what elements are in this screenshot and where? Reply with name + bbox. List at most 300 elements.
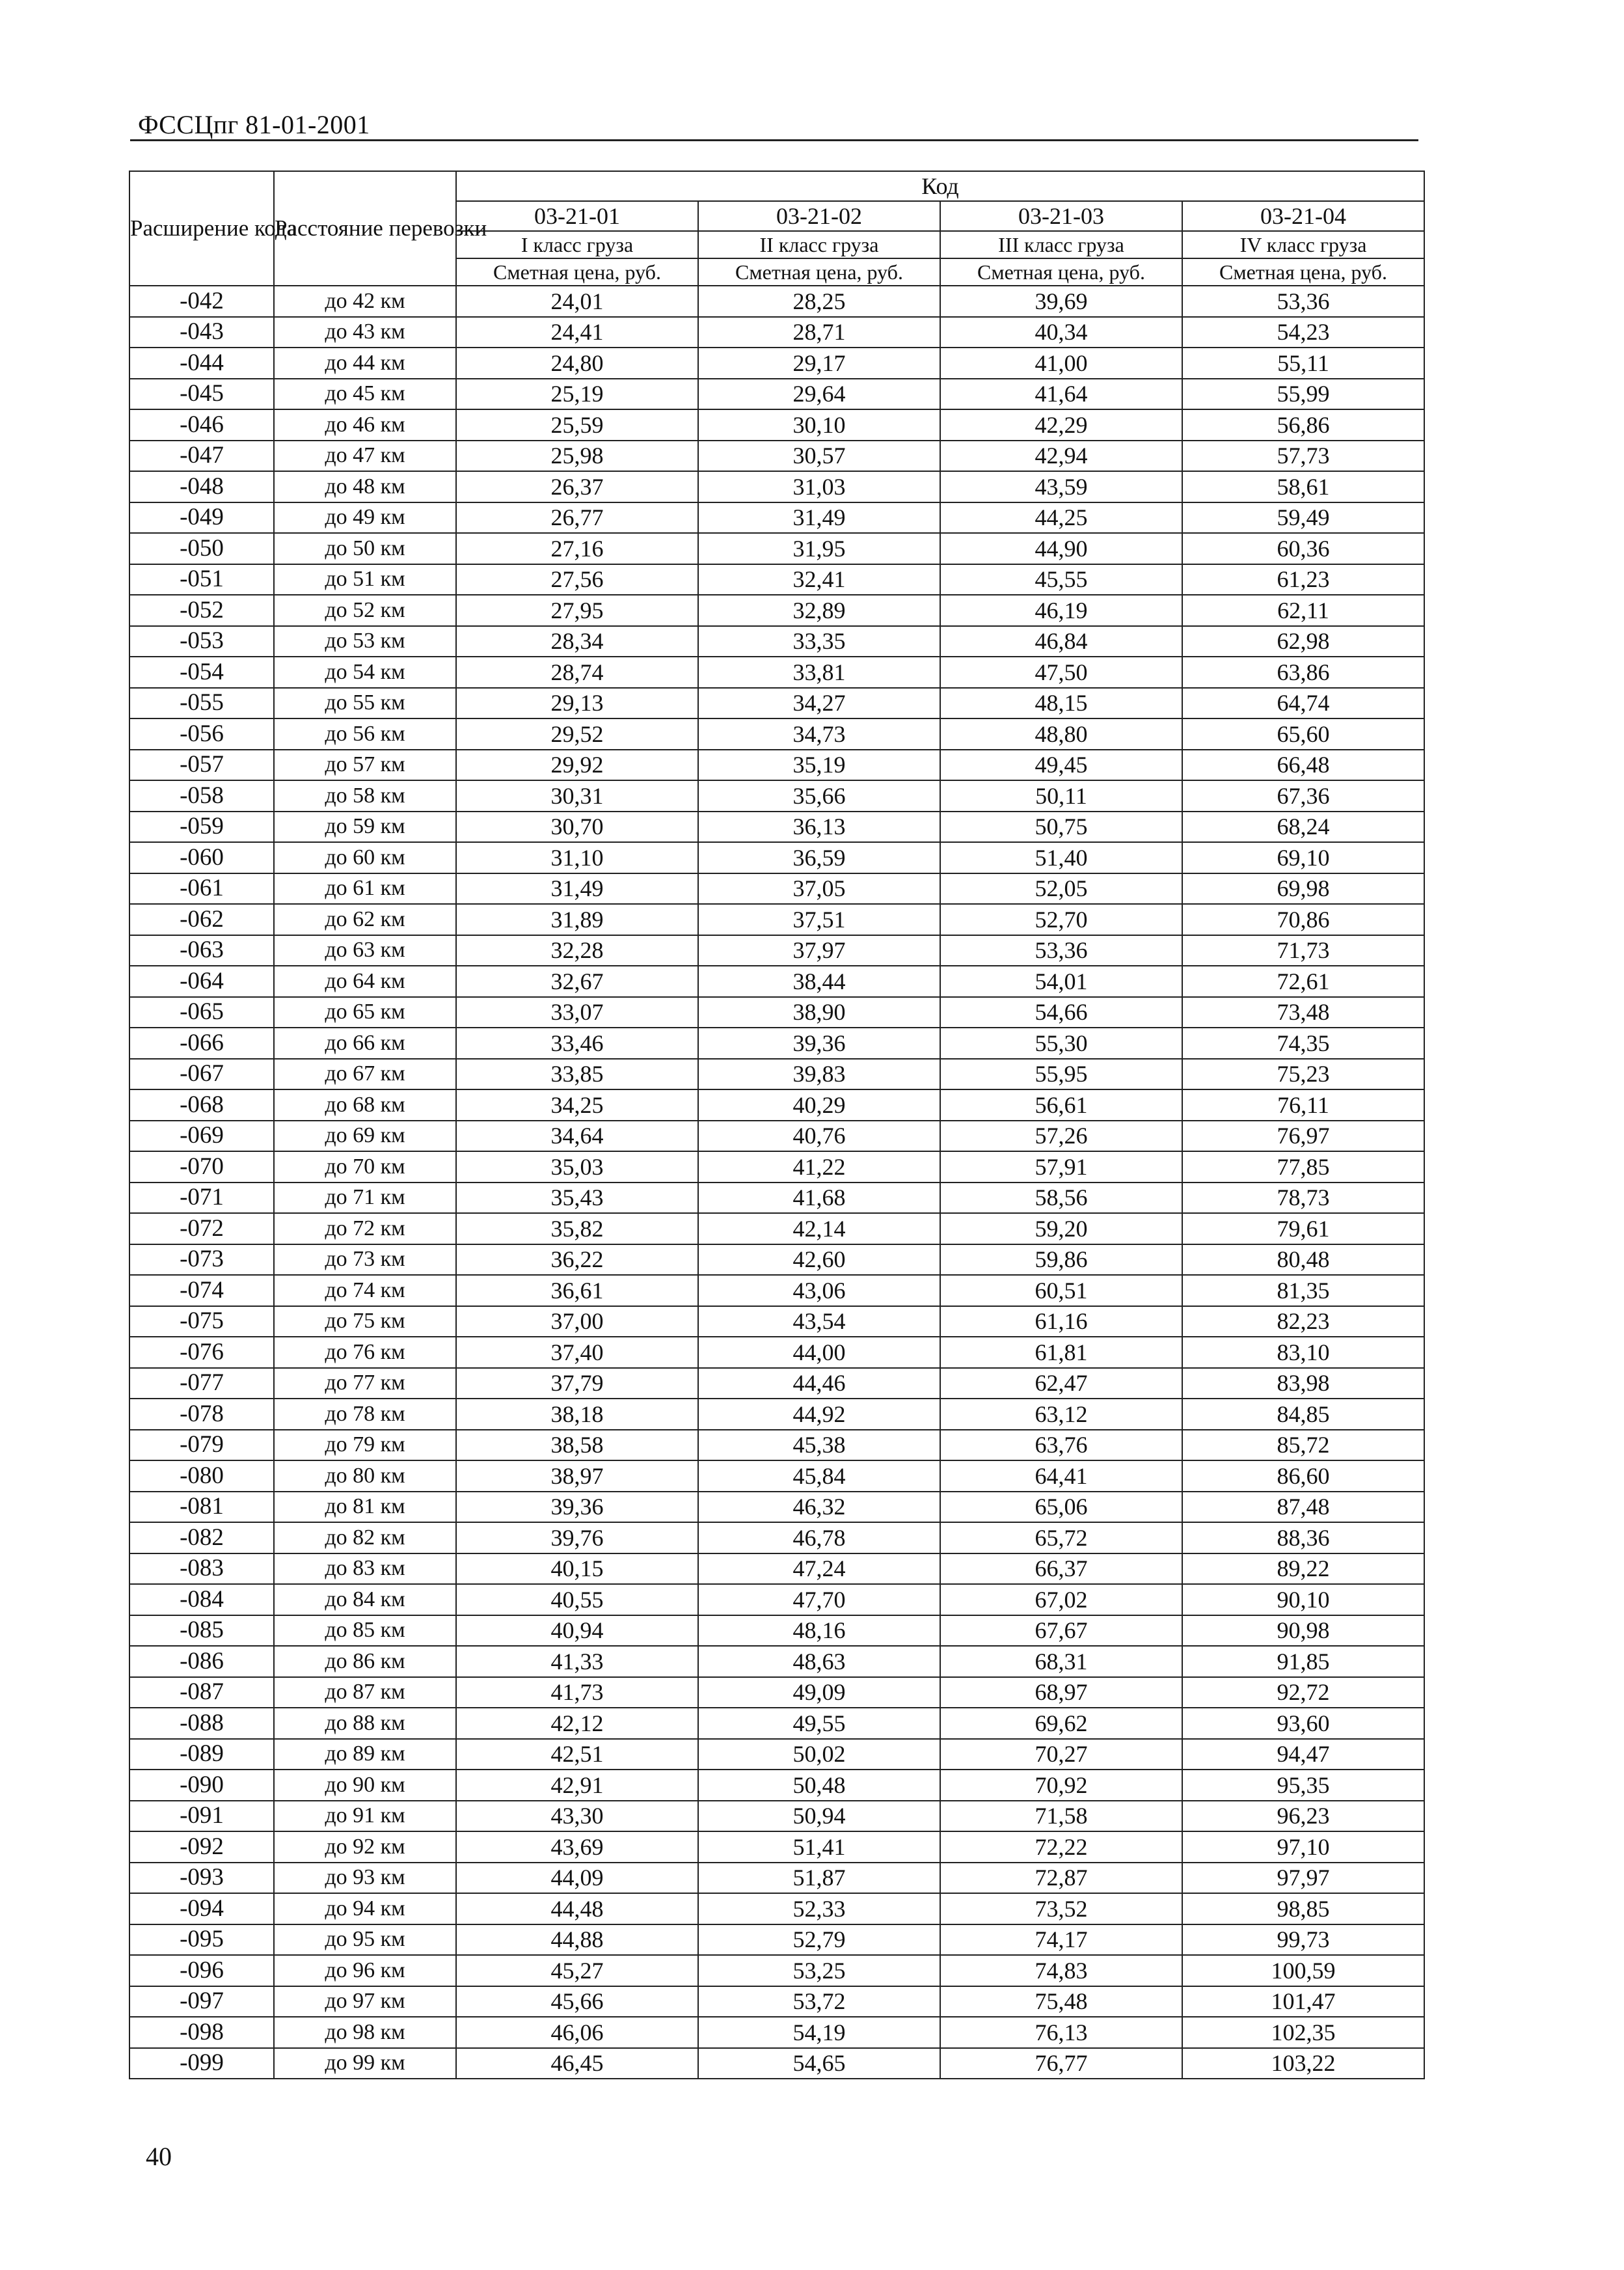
price-class-3-cell: 63,76 [940,1430,1182,1461]
price-class-1-cell: 37,00 [456,1306,698,1337]
price-class-2-cell: 49,09 [698,1677,940,1708]
price-class-1-cell: 28,34 [456,626,698,657]
distance-cell: до 95 км [274,1924,456,1956]
price-class-3-cell: 67,02 [940,1584,1182,1615]
distance-cell: до 92 км [274,1831,456,1863]
table-row [129,657,1424,688]
table-row [129,997,1424,1028]
table-row [129,1059,1424,1090]
extension-cell: -065 [129,997,274,1028]
price-class-4-cell: 93,60 [1182,1708,1424,1739]
distance-cell: до 43 км [274,317,456,348]
price-class-1-cell: 38,58 [456,1430,698,1461]
distance-cell: до 82 км [274,1522,456,1553]
extension-cell: -068 [129,1089,274,1121]
price-class-4-cell: 75,23 [1182,1059,1424,1090]
price-class-2-cell: 37,51 [698,904,940,935]
price-class-1-cell: 27,95 [456,595,698,626]
price-class-3-cell: 46,84 [940,626,1182,657]
price-class-1-cell: 40,15 [456,1553,698,1585]
price-class-3-cell: 65,72 [940,1522,1182,1553]
distance-cell: до 46 км [274,409,456,441]
distance-cell: до 65 км [274,997,456,1028]
table-row [129,1646,1424,1677]
table-row [129,1368,1424,1399]
distance-cell: до 80 км [274,1460,456,1492]
price-class-2-cell: 31,49 [698,502,940,534]
distance-cell: до 89 км [274,1739,456,1770]
price-class-1-cell: 31,10 [456,842,698,873]
table-row [129,2048,1424,2079]
price-class-3-cell: 41,00 [940,348,1182,379]
price-class-3-cell: 75,48 [940,1986,1182,2017]
extension-cell: -059 [129,812,274,843]
table-row [129,750,1424,781]
price-class-4-cell: 90,10 [1182,1584,1424,1615]
price-class-2-cell: 30,10 [698,409,940,441]
table-row [129,1430,1424,1461]
price-class-4-cell: 63,86 [1182,657,1424,688]
class-header-4: IV класс груза [1182,231,1424,258]
distance-cell: до 76 км [274,1337,456,1368]
extension-cell: -097 [129,1986,274,2017]
price-class-2-cell: 44,46 [698,1368,940,1399]
distance-cell: до 91 км [274,1801,456,1832]
price-class-1-cell: 24,41 [456,317,698,348]
price-class-2-cell: 35,66 [698,780,940,812]
price-class-4-cell: 89,22 [1182,1553,1424,1585]
price-class-1-cell: 37,79 [456,1368,698,1399]
distance-cell: до 93 км [274,1863,456,1894]
price-class-3-cell: 63,12 [940,1399,1182,1430]
price-class-4-cell: 70,86 [1182,904,1424,935]
price-class-4-cell: 79,61 [1182,1213,1424,1244]
document-header: ФССЦпг 81-01-2001 [138,110,370,139]
price-class-2-cell: 54,65 [698,2048,940,2079]
table-row [129,1584,1424,1615]
col-header-extension: Расширение кода [129,171,274,286]
extension-cell: -049 [129,502,274,534]
distance-cell: до 70 км [274,1151,456,1183]
price-class-3-cell: 66,37 [940,1553,1182,1585]
price-class-3-cell: 68,31 [940,1646,1182,1677]
table-row [129,1089,1424,1121]
extension-cell: -093 [129,1863,274,1894]
distance-cell: до 74 км [274,1275,456,1306]
table-row [129,1306,1424,1337]
price-class-1-cell: 31,89 [456,904,698,935]
price-class-4-cell: 97,10 [1182,1831,1424,1863]
price-class-1-cell: 25,98 [456,441,698,472]
price-class-1-cell: 35,43 [456,1183,698,1214]
table-row [129,1615,1424,1647]
table-row [129,471,1424,502]
price-class-2-cell: 37,05 [698,873,940,905]
distance-cell: до 94 км [274,1893,456,1924]
price-class-3-cell: 41,64 [940,379,1182,410]
price-class-1-cell: 42,12 [456,1708,698,1739]
extension-cell: -055 [129,688,274,719]
distance-cell: до 96 км [274,1955,456,1986]
distance-cell: до 47 км [274,441,456,472]
price-header-1: Сметная цена, руб. [456,258,698,286]
price-class-4-cell: 77,85 [1182,1151,1424,1183]
table-row [129,533,1424,564]
price-class-1-cell: 44,09 [456,1863,698,1894]
price-class-4-cell: 95,35 [1182,1770,1424,1801]
price-class-4-cell: 53,36 [1182,286,1424,317]
price-class-1-cell: 39,36 [456,1492,698,1523]
price-class-4-cell: 96,23 [1182,1801,1424,1832]
table-row [129,1553,1424,1585]
extension-cell: -091 [129,1801,274,1832]
price-class-4-cell: 86,60 [1182,1460,1424,1492]
price-class-1-cell: 38,18 [456,1399,698,1430]
price-class-1-cell: 43,30 [456,1801,698,1832]
price-class-2-cell: 38,90 [698,997,940,1028]
price-class-1-cell: 24,01 [456,286,698,317]
table-row [129,718,1424,750]
distance-cell: до 66 км [274,1028,456,1059]
price-class-1-cell: 36,22 [456,1244,698,1276]
price-class-3-cell: 47,50 [940,657,1182,688]
extension-cell: -058 [129,780,274,812]
price-class-2-cell: 43,54 [698,1306,940,1337]
price-class-2-cell: 32,89 [698,595,940,626]
price-class-3-cell: 59,86 [940,1244,1182,1276]
price-class-4-cell: 91,85 [1182,1646,1424,1677]
price-class-4-cell: 69,10 [1182,842,1424,873]
price-class-2-cell: 36,59 [698,842,940,873]
price-class-2-cell: 52,79 [698,1924,940,1956]
price-class-2-cell: 30,57 [698,441,940,472]
price-class-2-cell: 48,16 [698,1615,940,1647]
extension-cell: -088 [129,1708,274,1739]
extension-cell: -080 [129,1460,274,1492]
distance-cell: до 60 км [274,842,456,873]
table-row [129,1213,1424,1244]
price-class-1-cell: 29,92 [456,750,698,781]
table-row [129,1460,1424,1492]
distance-cell: до 71 км [274,1183,456,1214]
price-class-2-cell: 50,94 [698,1801,940,1832]
distance-cell: до 64 км [274,966,456,997]
code-header-4: 03-21-04 [1182,201,1424,231]
class-header-2: II класс груза [698,231,940,258]
price-class-2-cell: 34,27 [698,688,940,719]
price-class-3-cell: 46,19 [940,595,1182,626]
class-header-1: I класс груза [456,231,698,258]
price-class-2-cell: 44,92 [698,1399,940,1430]
price-class-2-cell: 42,14 [698,1213,940,1244]
table-row [129,1492,1424,1523]
table-row [129,1337,1424,1368]
price-class-2-cell: 47,70 [698,1584,940,1615]
price-class-1-cell: 26,37 [456,471,698,502]
distance-cell: до 68 км [274,1089,456,1121]
price-class-2-cell: 45,84 [698,1460,940,1492]
price-class-4-cell: 81,35 [1182,1275,1424,1306]
extension-cell: -044 [129,348,274,379]
table-row [129,379,1424,410]
table-row [129,1275,1424,1306]
price-class-3-cell: 54,01 [940,966,1182,997]
extension-cell: -079 [129,1430,274,1461]
price-class-3-cell: 59,20 [940,1213,1182,1244]
table-row [129,1801,1424,1832]
code-header-1: 03-21-01 [456,201,698,231]
table-row [129,1924,1424,1956]
price-class-3-cell: 60,51 [940,1275,1182,1306]
price-class-4-cell: 57,73 [1182,441,1424,472]
price-class-4-cell: 76,11 [1182,1089,1424,1121]
price-class-4-cell: 65,60 [1182,718,1424,750]
extension-cell: -092 [129,1831,274,1863]
distance-cell: до 83 км [274,1553,456,1585]
extension-cell: -066 [129,1028,274,1059]
price-class-1-cell: 25,59 [456,409,698,441]
price-class-3-cell: 40,34 [940,317,1182,348]
price-class-1-cell: 28,74 [456,657,698,688]
table-row [129,1399,1424,1430]
price-class-3-cell: 76,77 [940,2048,1182,2079]
extension-cell: -082 [129,1522,274,1553]
col-header-distance: Расстояние перевозки [274,171,456,286]
extension-cell: -053 [129,626,274,657]
table-row [129,317,1424,348]
extension-cell: -099 [129,2048,274,2079]
price-class-1-cell: 40,94 [456,1615,698,1647]
table-row [129,2017,1424,2048]
price-class-4-cell: 62,98 [1182,626,1424,657]
price-class-2-cell: 36,13 [698,812,940,843]
price-class-3-cell: 69,62 [940,1708,1182,1739]
price-class-2-cell: 50,02 [698,1739,940,1770]
price-header-4: Сметная цена, руб. [1182,258,1424,286]
table-row [129,1863,1424,1894]
distance-cell: до 79 км [274,1430,456,1461]
table-row [129,409,1424,441]
extension-cell: -043 [129,317,274,348]
price-class-4-cell: 59,49 [1182,502,1424,534]
price-class-4-cell: 80,48 [1182,1244,1424,1276]
price-class-3-cell: 65,06 [940,1492,1182,1523]
extension-cell: -084 [129,1584,274,1615]
extension-cell: -060 [129,842,274,873]
price-class-2-cell: 29,64 [698,379,940,410]
price-class-1-cell: 42,51 [456,1739,698,1770]
extension-cell: -061 [129,873,274,905]
col-header-code-group: Код [456,171,1424,201]
price-class-4-cell: 73,48 [1182,997,1424,1028]
distance-cell: до 44 км [274,348,456,379]
header-rule [130,139,1418,141]
price-class-3-cell: 42,29 [940,409,1182,441]
price-class-3-cell: 71,58 [940,1801,1182,1832]
price-class-3-cell: 74,17 [940,1924,1182,1956]
table-row [129,1770,1424,1801]
price-class-4-cell: 103,22 [1182,2048,1424,2079]
price-class-1-cell: 35,03 [456,1151,698,1183]
distance-cell: до 84 км [274,1584,456,1615]
extension-cell: -064 [129,966,274,997]
price-class-4-cell: 83,10 [1182,1337,1424,1368]
price-class-1-cell: 27,16 [456,533,698,564]
price-class-2-cell: 46,32 [698,1492,940,1523]
price-class-1-cell: 35,82 [456,1213,698,1244]
table-row [129,935,1424,966]
price-class-4-cell: 56,86 [1182,409,1424,441]
price-class-3-cell: 52,70 [940,904,1182,935]
table-row [129,564,1424,595]
extension-cell: -073 [129,1244,274,1276]
distance-cell: до 73 км [274,1244,456,1276]
extension-cell: -076 [129,1337,274,1368]
price-class-4-cell: 87,48 [1182,1492,1424,1523]
table-row [129,812,1424,843]
distance-cell: до 97 км [274,1986,456,2017]
price-class-2-cell: 40,76 [698,1121,940,1152]
price-class-1-cell: 32,67 [456,966,698,997]
price-class-3-cell: 64,41 [940,1460,1182,1492]
price-class-4-cell: 88,36 [1182,1522,1424,1553]
extension-cell: -078 [129,1399,274,1430]
price-class-2-cell: 51,87 [698,1863,940,1894]
price-class-3-cell: 51,40 [940,842,1182,873]
price-class-1-cell: 29,13 [456,688,698,719]
price-class-4-cell: 82,23 [1182,1306,1424,1337]
price-class-3-cell: 67,67 [940,1615,1182,1647]
extension-cell: -052 [129,595,274,626]
extension-cell: -096 [129,1955,274,1986]
distance-cell: до 58 км [274,780,456,812]
price-class-1-cell: 37,40 [456,1337,698,1368]
price-class-4-cell: 74,35 [1182,1028,1424,1059]
price-class-2-cell: 41,68 [698,1183,940,1214]
price-class-3-cell: 44,90 [940,533,1182,564]
price-class-4-cell: 62,11 [1182,595,1424,626]
price-class-4-cell: 64,74 [1182,688,1424,719]
price-class-4-cell: 61,23 [1182,564,1424,595]
table-row [129,286,1424,317]
table-row [129,1831,1424,1863]
price-class-2-cell: 46,78 [698,1522,940,1553]
price-class-2-cell: 41,22 [698,1151,940,1183]
distance-cell: до 77 км [274,1368,456,1399]
price-class-1-cell: 31,49 [456,873,698,905]
price-class-4-cell: 76,97 [1182,1121,1424,1152]
distance-cell: до 59 км [274,812,456,843]
price-class-4-cell: 55,99 [1182,379,1424,410]
distance-cell: до 51 км [274,564,456,595]
price-class-3-cell: 72,22 [940,1831,1182,1863]
price-class-2-cell: 44,00 [698,1337,940,1368]
price-class-4-cell: 85,72 [1182,1430,1424,1461]
table-row [129,966,1424,997]
price-class-1-cell: 42,91 [456,1770,698,1801]
extension-cell: -069 [129,1121,274,1152]
distance-cell: до 63 км [274,935,456,966]
price-class-4-cell: 90,98 [1182,1615,1424,1647]
table-row [129,688,1424,719]
table-row [129,1986,1424,2017]
price-class-1-cell: 36,61 [456,1275,698,1306]
price-class-4-cell: 78,73 [1182,1183,1424,1214]
price-header-2: Сметная цена, руб. [698,258,940,286]
price-class-4-cell: 84,85 [1182,1399,1424,1430]
distance-cell: до 61 км [274,873,456,905]
price-class-2-cell: 49,55 [698,1708,940,1739]
price-class-3-cell: 62,47 [940,1368,1182,1399]
table-row [129,842,1424,873]
table-row [129,626,1424,657]
price-class-3-cell: 48,80 [940,718,1182,750]
price-class-3-cell: 43,59 [940,471,1182,502]
price-class-4-cell: 68,24 [1182,812,1424,843]
extension-cell: -054 [129,657,274,688]
extension-cell: -085 [129,1615,274,1647]
price-class-3-cell: 57,26 [940,1121,1182,1152]
price-class-3-cell: 72,87 [940,1863,1182,1894]
extension-cell: -063 [129,935,274,966]
price-class-1-cell: 27,56 [456,564,698,595]
extension-cell: -074 [129,1275,274,1306]
price-class-4-cell: 83,98 [1182,1368,1424,1399]
price-class-3-cell: 73,52 [940,1893,1182,1924]
distance-cell: до 55 км [274,688,456,719]
price-class-4-cell: 101,47 [1182,1986,1424,2017]
distance-cell: до 62 км [274,904,456,935]
extension-cell: -098 [129,2017,274,2048]
price-class-1-cell: 30,70 [456,812,698,843]
extension-cell: -067 [129,1059,274,1090]
class-header-3: III класс груза [940,231,1182,258]
price-class-1-cell: 41,73 [456,1677,698,1708]
price-class-1-cell: 45,27 [456,1955,698,1986]
price-class-3-cell: 70,92 [940,1770,1182,1801]
extension-cell: -075 [129,1306,274,1337]
price-class-1-cell: 33,46 [456,1028,698,1059]
price-class-2-cell: 33,81 [698,657,940,688]
price-header-3: Сметная цена, руб. [940,258,1182,286]
table-row [129,1677,1424,1708]
distance-cell: до 56 км [274,718,456,750]
table-row [129,1522,1424,1553]
table-row [129,1708,1424,1739]
price-class-1-cell: 46,06 [456,2017,698,2048]
distance-cell: до 99 км [274,2048,456,2079]
distance-cell: до 75 км [274,1306,456,1337]
price-class-2-cell: 47,24 [698,1553,940,1585]
table-body [129,286,1424,2079]
price-class-2-cell: 37,97 [698,935,940,966]
price-class-2-cell: 39,83 [698,1059,940,1090]
price-class-1-cell: 34,25 [456,1089,698,1121]
extension-cell: -045 [129,379,274,410]
price-class-1-cell: 33,85 [456,1059,698,1090]
price-class-2-cell: 50,48 [698,1770,940,1801]
distance-cell: до 72 км [274,1213,456,1244]
price-class-3-cell: 49,45 [940,750,1182,781]
extension-cell: -046 [129,409,274,441]
price-class-3-cell: 50,11 [940,780,1182,812]
price-class-3-cell: 55,30 [940,1028,1182,1059]
extension-cell: -071 [129,1183,274,1214]
table-row [129,1244,1424,1276]
price-class-2-cell: 34,73 [698,718,940,750]
price-class-4-cell: 94,47 [1182,1739,1424,1770]
extension-cell: -062 [129,904,274,935]
